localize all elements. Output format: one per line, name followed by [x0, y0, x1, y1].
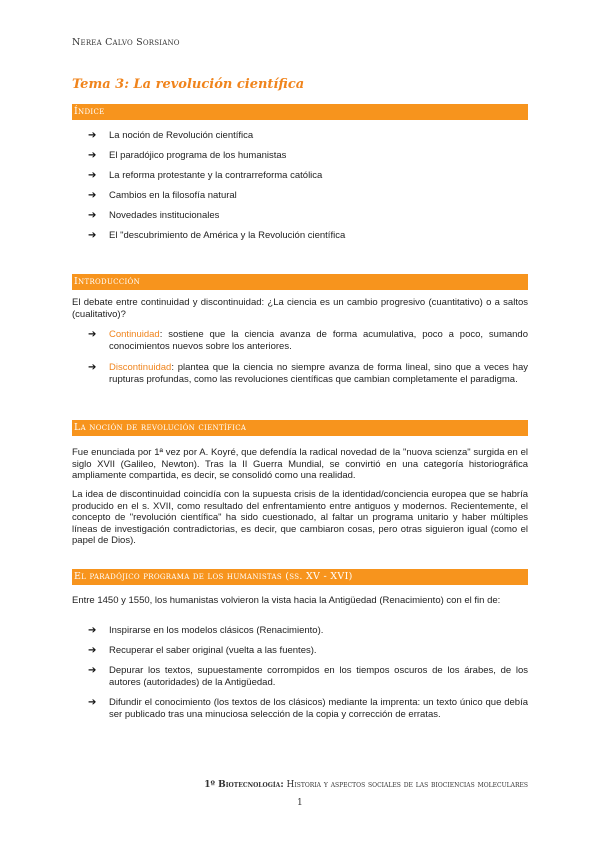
list-item: ➔ Continuidad: sostiene que la ciencia avanza de forma acumulativa, poco a poco, sumando conocimientos nuevos sobre los anteriores.: [88, 329, 528, 352]
arrow-right-icon: ➔: [88, 625, 97, 636]
list-item: ➔ Cambios en la filosofía natural: [88, 190, 237, 201]
humanists-heading: El paradójico programa de los humanistas (ss. XV - XVI): [72, 569, 528, 585]
arrow-right-icon: ➔: [88, 150, 97, 161]
arrow-right-icon: ➔: [88, 697, 97, 708]
arrow-right-icon: ➔: [88, 190, 97, 201]
list-item: ➔ Discontinuidad: plantea que la ciencia no siempre avanza de forma lineal, sino que a veces hay rupturas profundas, como las revoluciones científicas que cambian completamente el paradigma.: [88, 362, 528, 385]
footer-course: 1º Biotecnología:: [204, 780, 284, 790]
arrow-right-icon: ➔: [88, 130, 97, 141]
list-item: ➔ La noción de Revolución científica: [88, 130, 254, 141]
arrow-right-icon: ➔: [88, 645, 97, 656]
list-item: ➔ El paradójico programa de los humanistas: [88, 150, 287, 161]
arrow-right-icon: ➔: [88, 210, 97, 221]
list-item: ➔ Recuperar el saber original (vuelta a las fuentes).: [88, 645, 317, 656]
notion-heading: La noción de revolución científica: [72, 420, 528, 436]
notion-paragraph-2: La idea de discontinuidad coincidía con la supuesta crisis de la identidad/conciencia europea que se habría producido en el s. XVII, como resultado del enfrentamiento entre antiguos y modernos. Recientemente, el concepto de "revolución científica" ha sido cuestionado, al faltar un programa unitario y haber múltiples líneas de investigación contradictorias, es decir, que cambiaron cosas, pero otras siguieron igual (como el papel de Dios).: [72, 489, 528, 546]
arrow-right-icon: ➔: [88, 170, 97, 181]
index-heading: Índice: [72, 104, 528, 120]
humanists-list: [88, 625, 528, 721]
page-footer: [204, 780, 528, 790]
list-item: ➔ Difundir el conocimiento (los textos de los clásicos) mediante la imprenta: un texto único que debía ser publicado tras una minuciosa selección de la copia y corrección de erratas.: [88, 697, 528, 720]
list-item: ➔ El "descubrimiento de América y la Revolución científica: [88, 230, 346, 241]
page-number: 1: [297, 798, 303, 808]
intro-text: El debate entre continuidad y discontinuidad: ¿La ciencia es un cambio progresivo (cuantitativo) o a saltos (cualitativo)?: [72, 297, 528, 320]
arrow-right-icon: ➔: [88, 230, 97, 241]
footer-subject: Historia y aspectos sociales de las biociencias moleculares: [286, 780, 528, 790]
list-item: ➔ Depurar los textos, supuestamente corrompidos en los tiempos oscuros de los árabes, de los autores (autoridades) de la Antigüedad.: [88, 665, 528, 688]
humanists-text: Entre 1450 y 1550, los humanistas volvieron la vista hacia la Antigüedad (Renacimiento) con el fin de:: [72, 595, 501, 606]
index-list: [88, 130, 345, 250]
intro-list: [88, 329, 528, 386]
arrow-right-icon: ➔: [88, 329, 97, 340]
list-item: ➔ La reforma protestante y la contrarreforma católica: [88, 170, 323, 181]
author-name: Nerea Calvo Sorsiano: [72, 37, 180, 48]
intro-heading: Introducción: [72, 274, 528, 290]
notion-paragraph-1: Fue enunciada por 1ª vez por A. Koyré, que defendía la radical novedad de la "nuova scienza" surgida en el siglo XVII (Galileo, Newton). Tras la II Guerra Mundial, se convirtió en una categoría historiográfica ampliamente compartida, es decir, se consolidó como una realidad.: [72, 447, 528, 481]
arrow-right-icon: ➔: [88, 362, 97, 373]
page-title: Tema 3: La revolución científica: [72, 77, 305, 92]
list-item: ➔ Inspirarse en los modelos clásicos (Renacimiento).: [88, 625, 324, 636]
list-item: ➔ Novedades institucionales: [88, 210, 220, 221]
arrow-right-icon: ➔: [88, 665, 97, 676]
